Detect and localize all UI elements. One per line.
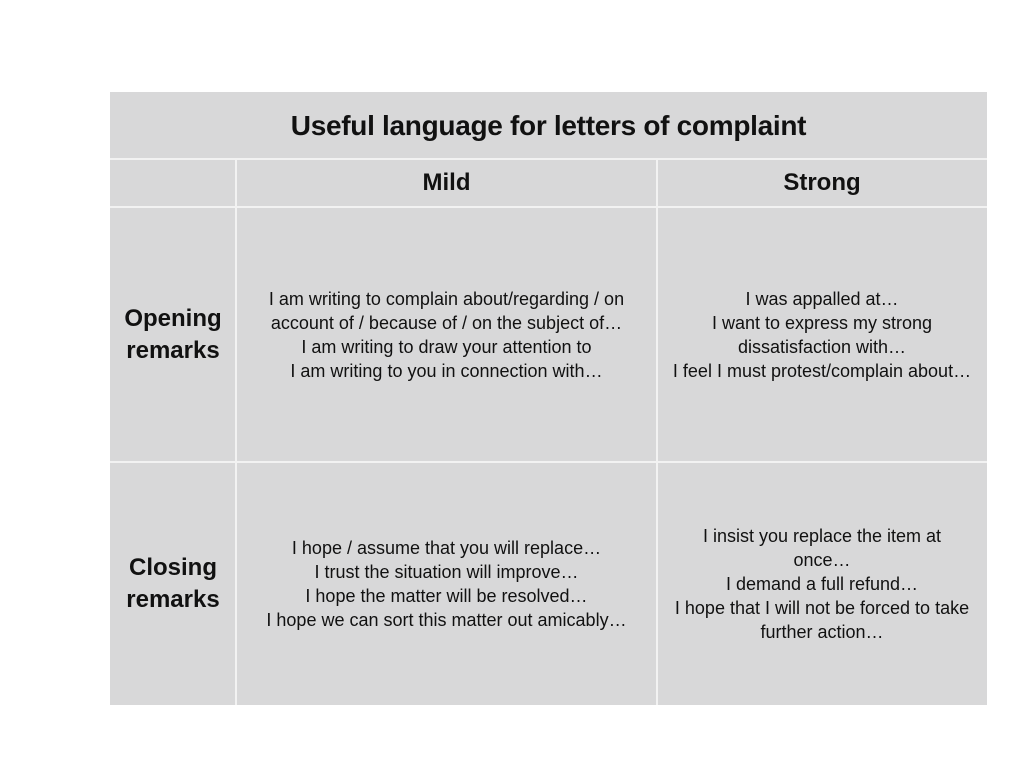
row-header-line: Closing (129, 554, 217, 581)
opening-strong-cell (657, 208, 987, 462)
closing-mild-cell (236, 463, 657, 705)
phrase-line: I hope that I will not be forced to take (674, 598, 970, 618)
phrase-line: I am writing to draw your attention to (301, 337, 592, 357)
phrase-line: account of / because of / on the subject of… (270, 313, 623, 333)
phrase-line: dissatisfaction with… (737, 337, 907, 357)
phrase-line: I hope / assume that you will replace… (291, 538, 602, 558)
phrase-line: further action… (760, 622, 884, 642)
phrase-line: I hope the matter will be resolved… (305, 586, 588, 606)
complaint-language-table (110, 92, 987, 705)
table-title: Useful language for letters of complaint (290, 109, 807, 141)
phrase-line: I demand a full refund… (725, 574, 919, 594)
phrase-line: I am writing to complain about/regarding / on (268, 289, 625, 309)
phrase-line: once… (793, 550, 851, 570)
row-header-line: remarks (126, 337, 220, 364)
phrase-line: I hope we can sort this matter out amicably… (266, 610, 627, 630)
row-header-line: Opening (124, 305, 222, 332)
closing-strong-cell (657, 463, 987, 705)
opening-mild-cell (236, 208, 657, 462)
phrase-line: I feel I must protest/complain about… (672, 361, 972, 381)
column-header-empty (110, 159, 236, 207)
phrase-line: I want to express my strong (711, 313, 933, 333)
phrase-line: I trust the situation will improve… (314, 562, 579, 582)
row-header-closing-remarks (110, 463, 236, 705)
phrase-line: I was appalled at… (745, 289, 899, 309)
phrase-line: I am writing to you in connection with… (290, 361, 603, 381)
row-header-line: remarks (126, 586, 220, 613)
column-header-strong: Strong (783, 169, 861, 196)
row-header-opening-remarks (110, 208, 236, 462)
column-header-mild: Mild (422, 169, 471, 196)
phrase-line: I insist you replace the item at (702, 526, 942, 546)
